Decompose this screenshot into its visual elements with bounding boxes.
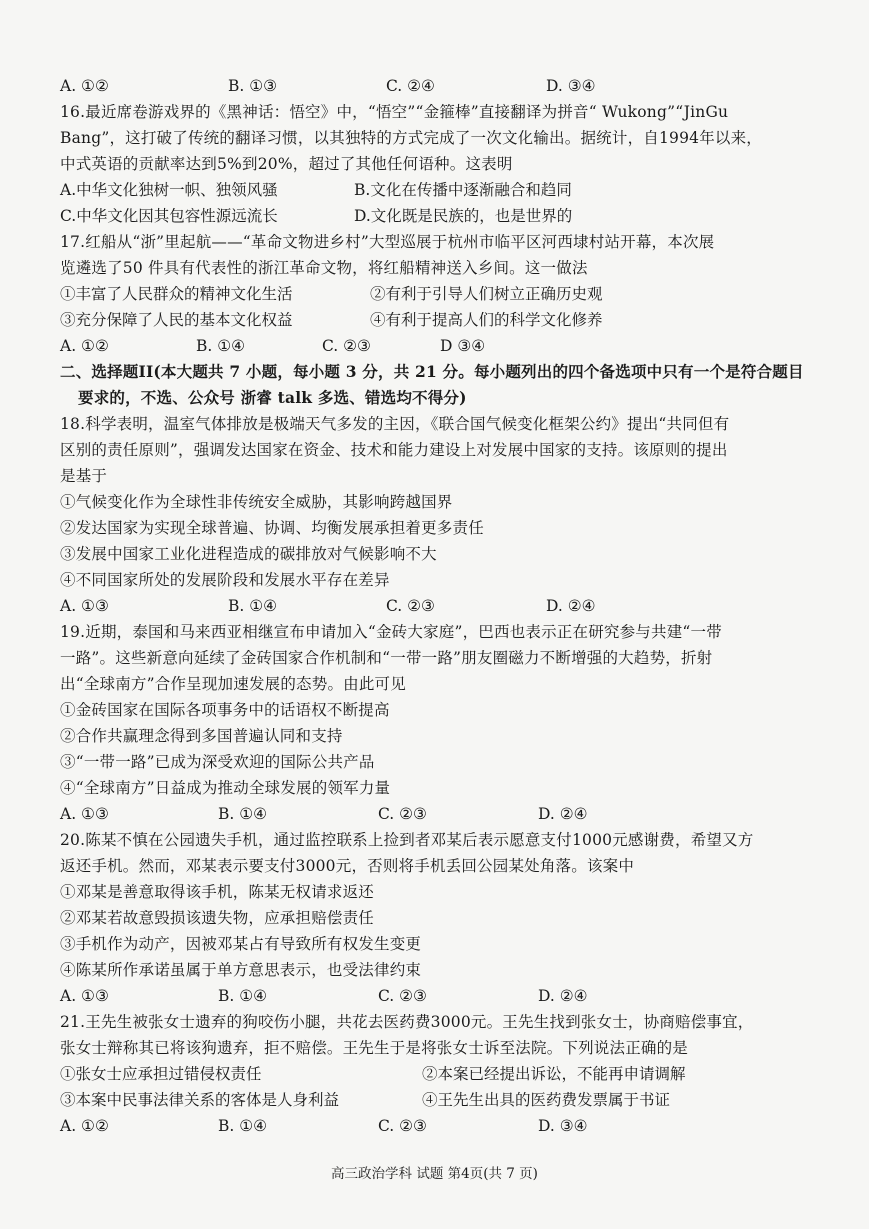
- option-c: C. ②③: [386, 597, 435, 615]
- q17-stem-line: 览遴选了50 件具有代表性的浙江革命文物，将红船精神送入乡间。这一做法: [60, 259, 588, 277]
- item-1: ①丰富了人民群众的精神文化生活: [60, 285, 293, 303]
- option-b: B. ①④: [218, 1117, 268, 1135]
- q18-stem-line: 是基于: [60, 467, 108, 485]
- item-3: ③本案中民事法律关系的客体是人身利益: [60, 1091, 340, 1109]
- q19-stem-line: 出“全球南方”合作呈现加速发展的态势。由此可见: [60, 675, 406, 693]
- item-4: ④有利于提高人们的科学文化修养: [370, 311, 603, 329]
- q16-stem-line: 中式英语的贡献率达到5%到20%，超过了其他任何语种。这表明: [60, 155, 513, 173]
- q20-stem-line: 返还手机。然而，邓某表示要支付3000元，否则将手机丢回公园某处角落。该案中: [60, 857, 635, 875]
- q20-item: ④陈某所作承诺虽属于单方意思表示，也受法律约束: [60, 961, 422, 979]
- q16-choices-row: [60, 203, 820, 229]
- option-d: D ③④: [440, 337, 486, 355]
- option-c: C. ②④: [386, 77, 435, 95]
- choice-d: D.文化既是民族的，也是世界的: [354, 207, 573, 225]
- option-d: D. ②④: [538, 805, 588, 823]
- q16-choices-row: [60, 177, 820, 203]
- q19-item: ③“一带一路”已成为深受欢迎的国际公共产品: [60, 753, 375, 771]
- page-footer: 高三政治学科 试题 第4页(共 7 页): [331, 1166, 538, 1182]
- option-b: B. ①③: [228, 77, 278, 95]
- q21-options: [60, 1113, 820, 1139]
- option-d: D. ③④: [538, 1117, 588, 1135]
- option-b: B. ①④: [196, 337, 246, 355]
- option-c: C. ②③: [378, 805, 427, 823]
- option-a: A. ①③: [60, 805, 109, 823]
- q19-stem-line: 19.近期，泰国和马来西亚相继宣布申请加入“金砖大家庭”，巴西也表示正在研究参与共建“一带: [60, 623, 722, 641]
- q20-item: ③手机作为动产，因被邓某占有导致所有权发生变更: [60, 935, 422, 953]
- q19-stem-line: 一路”。这些新意向延续了金砖国家合作机制和“一带一路”朋友圈磁力不断增强的大趋势，折射: [60, 649, 713, 667]
- q17-items-row: [60, 281, 820, 307]
- option-d: D. ③④: [546, 77, 596, 95]
- option-d: D. ②④: [538, 987, 588, 1005]
- option-b: B. ①④: [218, 987, 268, 1005]
- section-heading-line: 要求的，不选、公众号 浙睿 talk 多选、错选均不得分): [78, 388, 467, 407]
- option-c: C. ②③: [322, 337, 371, 355]
- item-2: ②有利于引导人们树立正确历史观: [370, 285, 603, 303]
- option-c: C. ②③: [378, 987, 427, 1005]
- q21-items-row: [60, 1087, 820, 1113]
- q18-item: ②发达国家为实现全球普遍、协调、均衡发展承担着更多责任: [60, 519, 484, 537]
- option-b: B. ①④: [218, 805, 268, 823]
- option-a: A. ①③: [60, 597, 109, 615]
- q17-stem-line: 17.红船从“浙”里起航——“革命文物进乡村”大型巡展于杭州市临平区河西埭村站开幕，本次展: [60, 233, 715, 251]
- q17-items-row: [60, 307, 820, 333]
- q18-stem-line: 18.科学表明，温室气体排放是极端天气多发的主因，《联合国气候变化框架公约》提出“共同但有: [60, 415, 730, 433]
- q15-options: [60, 73, 820, 99]
- section-heading-line: 二、选择题II(本大题共 7 小题，每小题 3 分，共 21 分。每小题列出的四个备选项中只有一个是符合题目: [60, 362, 804, 381]
- option-b: B. ①④: [228, 597, 278, 615]
- q21-stem-line: 张女士辩称其已将该狗遗弃，拒不赔偿。王先生于是将张女士诉至法院。下列说法正确的是: [60, 1039, 689, 1057]
- q21-stem-line: 21.王先生被张女士遗弃的狗咬伤小腿，共花去医药费3000元。王先生找到张女士，协商赔偿事宜，: [60, 1013, 754, 1031]
- option-c: C. ②③: [378, 1117, 427, 1135]
- q19-item: ②合作共赢理念得到多国普遍认同和支持: [60, 727, 343, 745]
- q20-options: [60, 983, 820, 1009]
- q18-item: ④不同国家所处的发展阶段和发展水平存在差异: [60, 571, 390, 589]
- option-d: D. ②④: [546, 597, 596, 615]
- option-a: A. ①②: [60, 337, 109, 355]
- item-4: ④王先生出具的医药费发票属于书证: [422, 1091, 671, 1109]
- q18-item: ①气候变化作为全球性非传统安全威胁，其影响跨越国界: [60, 493, 453, 511]
- choice-b: B.文化在传播中逐渐融合和趋同: [354, 181, 572, 199]
- q19-item: ④“全球南方”日益成为推动全球发展的领军力量: [60, 779, 391, 797]
- choice-c: C.中华文化因其包容性源远流长: [60, 207, 278, 225]
- q21-items-row: [60, 1061, 820, 1087]
- q20-item: ②邓某若故意毁损该遗失物，应承担赔偿责任: [60, 909, 375, 927]
- item-1: ①张女士应承担过错侵权责任: [60, 1065, 262, 1083]
- option-a: A. ①②: [60, 1117, 109, 1135]
- q16-stem-line: 16.最近席卷游戏界的《黑神话：悟空》中，“悟空”“金箍棒”直接翻译为拼音“ Wukong”“JinGu: [60, 103, 729, 121]
- item-3: ③充分保障了人民的基本文化权益: [60, 311, 293, 329]
- q20-item: ①邓某是善意取得该手机，陈某无权请求返还: [60, 883, 375, 901]
- option-a: A. ①③: [60, 987, 109, 1005]
- q19-item: ①金砖国家在国际各项事务中的话语权不断提高: [60, 701, 390, 719]
- option-a: A. ①②: [60, 77, 109, 95]
- q19-options: [60, 801, 820, 827]
- q16-stem-line: Bang”，这打破了传统的翻译习惯，以其独特的方式完成了一次文化输出。据统计，自1994年以来，: [60, 129, 763, 147]
- q18-options: [60, 593, 820, 619]
- q18-item: ③发展中国家工业化进程造成的碳排放对气候影响不大: [60, 545, 437, 563]
- choice-a: A.中华文化独树一帜、独领风骚: [60, 181, 278, 199]
- item-2: ②本案已经提出诉讼，不能再申请调解: [422, 1065, 686, 1083]
- q18-stem-line: 区别的责任原则”，强调发达国家在资金、技术和能力建设上对发展中国家的支持。该原则的提出: [60, 441, 728, 459]
- q20-stem-line: 20.陈某不慎在公园遗失手机，通过监控联系上捡到者邓某后表示愿意支付1000元感谢费，希望又方: [60, 831, 754, 849]
- q17-options: [60, 333, 820, 359]
